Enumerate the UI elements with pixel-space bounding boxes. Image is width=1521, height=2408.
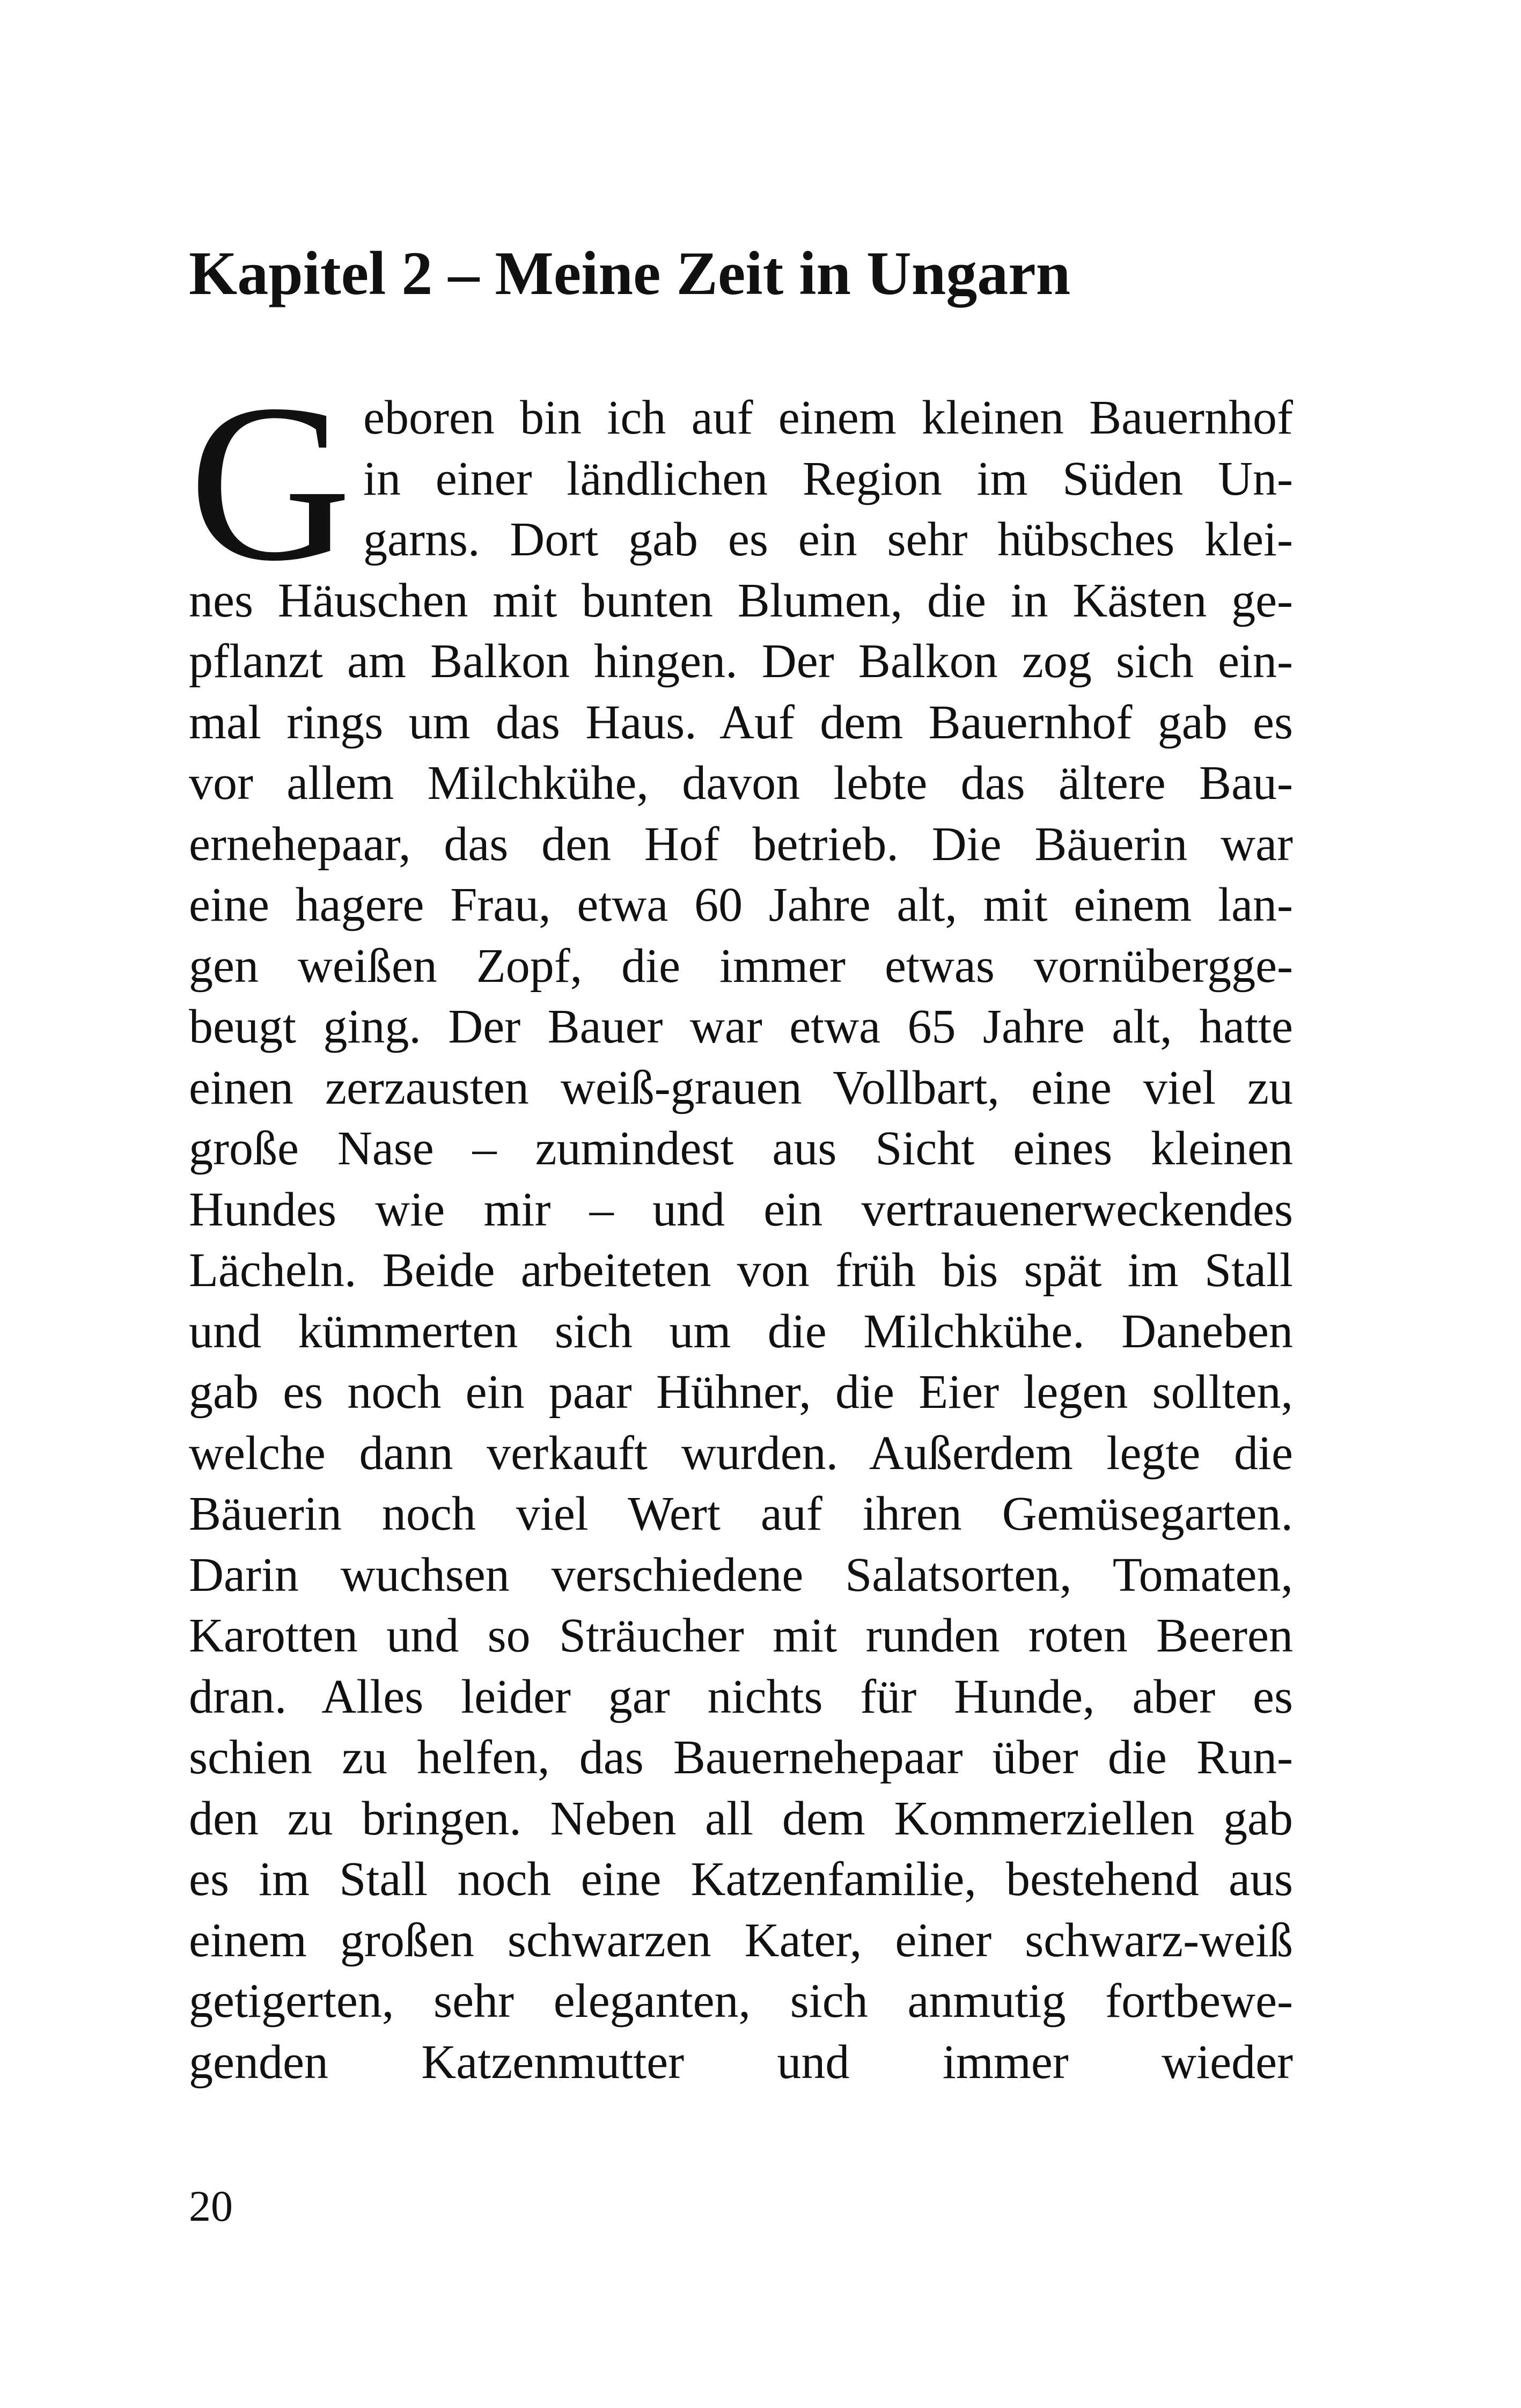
text-line: nes Häuschen mit bunten Blumen, die in Kästen ge- (189, 574, 1293, 627)
text-line: pflanzt am Balkon hingen. Der Balkon zog sich ein- (189, 635, 1293, 688)
chapter-title: Kapitel 2 – Meine Zeit in Ungarn (189, 239, 1071, 308)
text-line: Bäuerin noch viel Wert auf ihren Gemüsegarten. (189, 1487, 1293, 1540)
text-line: große Nase – zumindest aus Sicht eines kleinen (189, 1122, 1293, 1175)
text-line: gab es noch ein paar Hühner, die Eier legen sollten, (189, 1365, 1293, 1419)
text-line: dran. Alles leider gar nichts für Hunde, aber es (189, 1670, 1293, 1723)
chapter-body-text (189, 387, 1293, 2093)
text-line: getigerten, sehr eleganten, sich anmutig fortbewe- (189, 1974, 1293, 2028)
drop-cap: G (189, 358, 352, 607)
text-line: und kümmerten sich um die Milchkühe. Daneben (189, 1304, 1293, 1358)
text-line: einem großen schwarzen Kater, einer schwarz-weiß (189, 1913, 1293, 1967)
text-line: in einer ländlichen Region im Süden Un- (363, 452, 1293, 505)
text-line: Lächeln. Beide arbeiteten von früh bis spät im Stall (189, 1244, 1293, 1297)
text-line: Karotten und so Sträucher mit runden roten Beeren (189, 1609, 1293, 1662)
text-line: eboren bin ich auf einem kleinen Bauernhof (363, 391, 1293, 444)
text-line: genden Katzenmutter und immer wieder (189, 2035, 1293, 2089)
page-number: 20 (189, 2182, 233, 2230)
text-line: gen weißen Zopf, die immer etwas vornübergge- (189, 939, 1293, 993)
text-line: vor allem Milchkühe, davon lebte das ältere Bau- (189, 757, 1293, 810)
text-line: den zu bringen. Neben all dem Kommerziellen gab (189, 1792, 1293, 1845)
text-line: einen zerzausten weiß-grauen Vollbart, eine viel zu (189, 1061, 1293, 1114)
text-line: ernehepaar, das den Hof betrieb. Die Bäuerin war (189, 817, 1293, 871)
text-line: Hundes wie mir – und ein vertrauenerweckendes (189, 1183, 1293, 1236)
text-line: eine hagere Frau, etwa 60 Jahre alt, mit einem lan- (189, 878, 1293, 931)
text-line: beugt ging. Der Bauer war etwa 65 Jahre alt, hatte (189, 1000, 1293, 1053)
text-line: garns. Dort gab es ein sehr hübsches klei- (363, 513, 1293, 566)
text-line: mal rings um das Haus. Auf dem Bauernhof gab es (189, 695, 1293, 749)
text-line: es im Stall noch eine Katzenfamilie, bestehend aus (189, 1853, 1293, 1906)
text-line: Darin wuchsen verschiedene Salatsorten, Tomaten, (189, 1548, 1293, 1602)
text-line: schien zu helfen, das Bauernehepaar über die Run- (189, 1731, 1293, 1784)
text-line: welche dann verkauft wurden. Außerdem legte die (189, 1426, 1293, 1480)
